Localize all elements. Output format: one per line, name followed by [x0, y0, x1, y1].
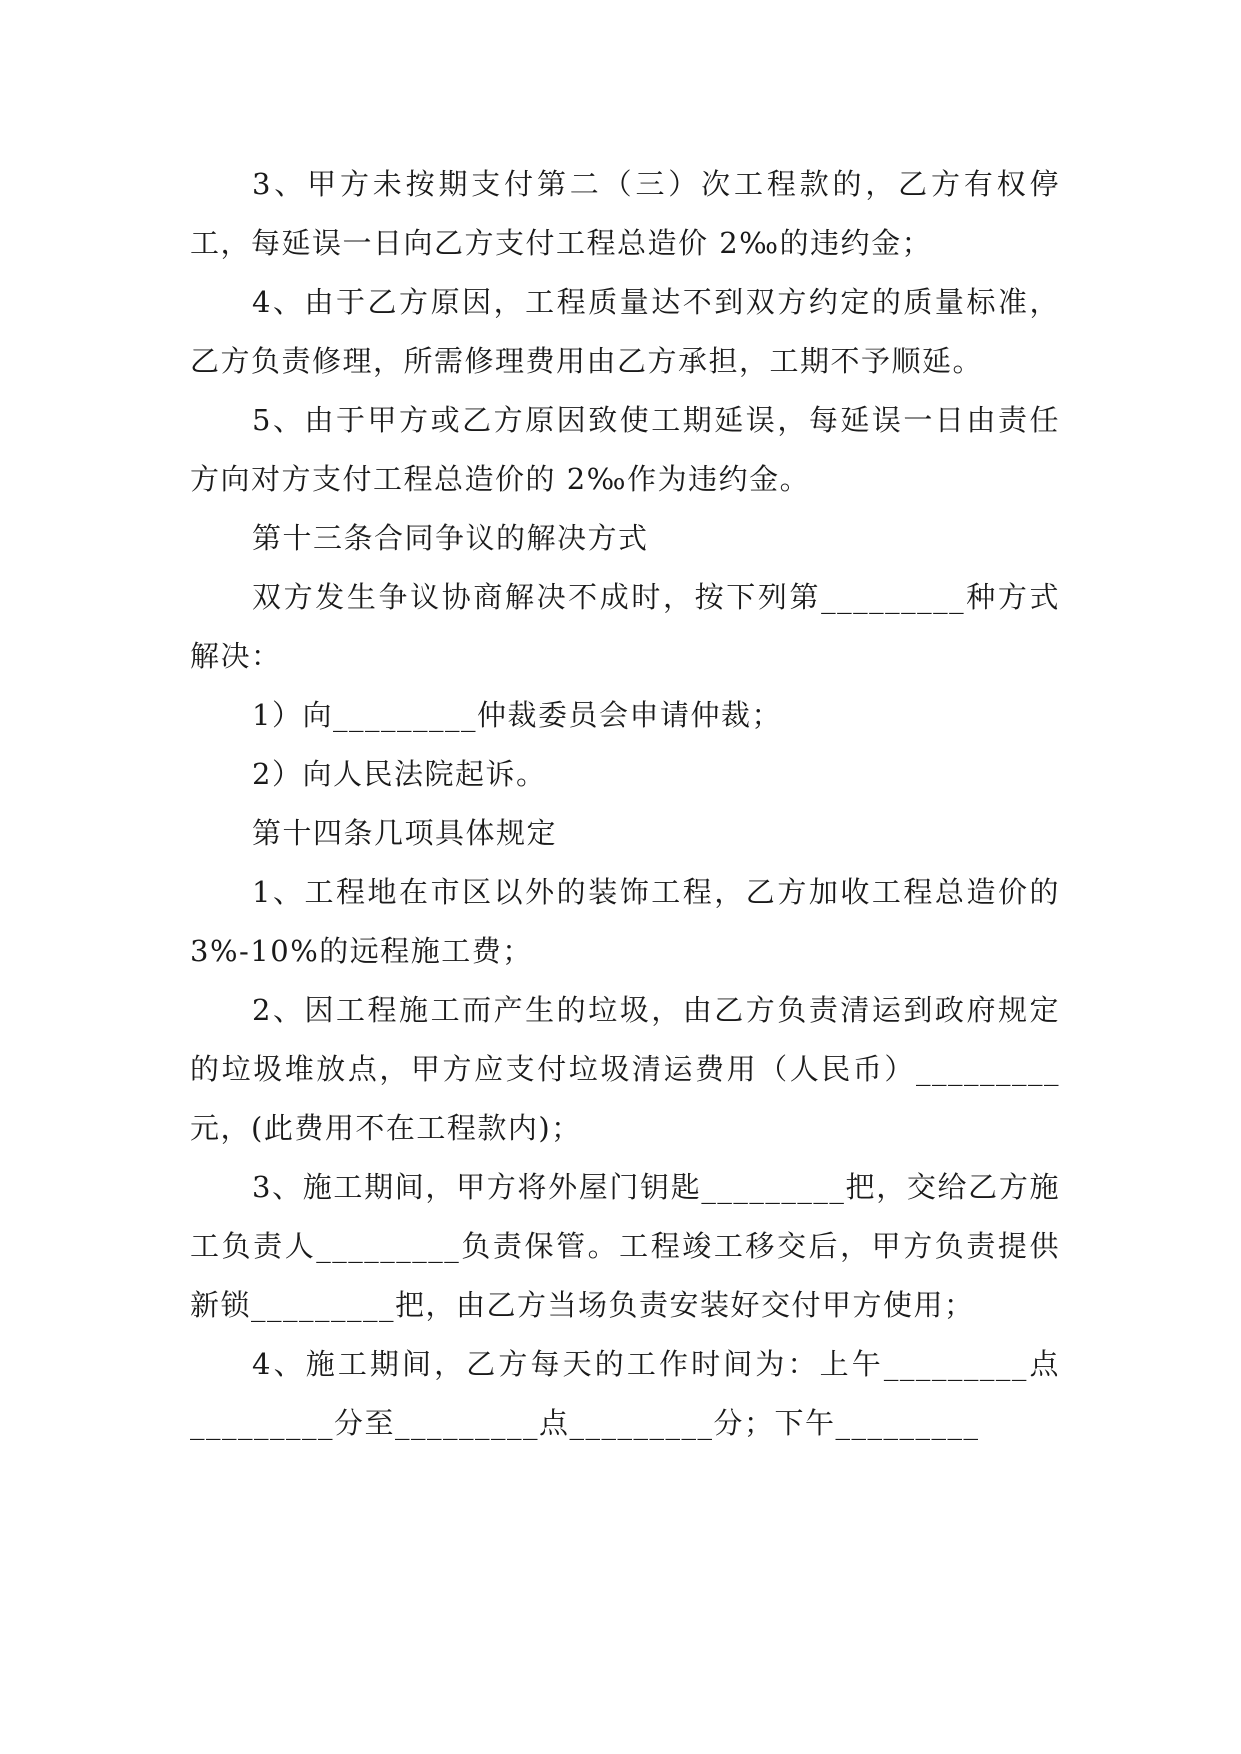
clause-paragraph: 4、施工期间，乙方每天的工作时间为：上午_________点_________分至_________点_________分；下午_________: [190, 1347, 1060, 1440]
article-heading: 第十三条合同争议的解决方式: [252, 521, 649, 555]
article-heading: 第十四条几项具体规定: [252, 816, 558, 850]
document-body: [190, 155, 1060, 1453]
clause-paragraph: 5、由于甲方或乙方原因致使工期延误，每延误一日由责任方向对方支付工程总造价的 2‰作为违约金。: [190, 403, 1060, 496]
clause-paragraph: 1）向_________仲裁委员会申请仲裁；: [252, 698, 782, 732]
clause-paragraph: 1、工程地在市区以外的装饰工程，乙方加收工程总造价的 3%-10%的远程施工费；: [190, 875, 1060, 968]
clause-paragraph: 4、由于乙方原因，工程质量达不到双方约定的质量标准，乙方负责修理，所需修理费用由乙方承担，工期不予顺延。: [190, 285, 1060, 378]
clause-paragraph: 3、施工期间，甲方将外屋门钥匙_________把，交给乙方施工负责人_________负责保管。工程竣工移交后，甲方负责提供新锁_________把，由乙方当场负责安装好交付甲方使用；: [190, 1170, 1060, 1322]
clause-paragraph: 3、甲方未按期支付第二（三）次工程款的，乙方有权停工，每延误一日向乙方支付工程总造价 2‰的违约金；: [190, 167, 1060, 260]
clause-paragraph: 2）向人民法院起诉。: [252, 757, 547, 791]
clause-paragraph: 双方发生争议协商解决不成时，按下列第_________种方式解决：: [190, 580, 1060, 673]
clause-paragraph: 2、因工程施工而产生的垃圾，由乙方负责清运到政府规定的垃圾堆放点，甲方应支付垃圾清运费用（人民币）_________元，(此费用不在工程款内)；: [190, 993, 1060, 1145]
